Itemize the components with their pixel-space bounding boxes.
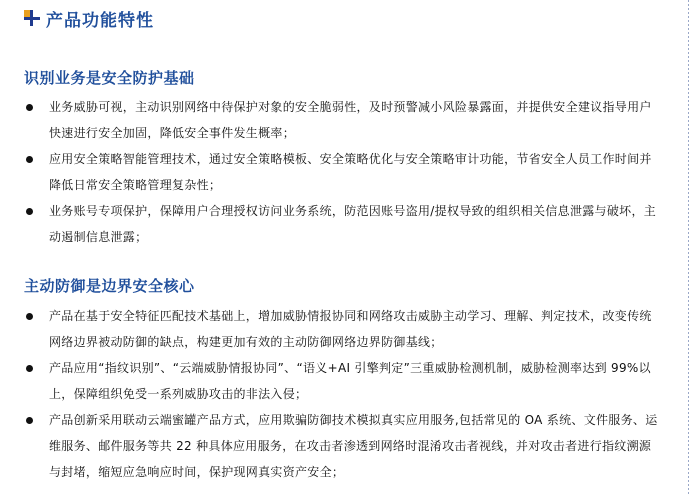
list-item [0, 146, 689, 198]
page-title: 产品功能特性 [46, 10, 154, 31]
section-heading-active-defense: 主动防御是边界安全核心 [24, 277, 195, 295]
list-item-text: 产品应用“指纹识别”、“云端威胁情报协同”、“语义+AI 引擎判定”三重威胁检测机制，威胁检测率达到 99%以上，保障组织免受一系列威胁攻击的非法入侵； [49, 361, 651, 401]
list-item [0, 355, 689, 407]
list-item-text: 产品在基于安全特征匹配技术基础上，增加威胁情报协同和网络攻击威胁主动学习、理解、判定技术，改变传统网络边界被动防御的缺点，构建更加有效的主动防御网络边界防御基线； [49, 309, 652, 349]
list-item [0, 407, 689, 485]
bullet-list-active-defense [0, 303, 689, 485]
list-item-text: 业务威胁可视，主动识别网络中待保护对象的安全脆弱性，及时预警减小风险暴露面，并提供安全建议指导用户快速进行安全加固，降低安全事件发生概率； [49, 100, 652, 140]
list-item [0, 94, 689, 146]
bullet-list-identify-business [0, 94, 689, 250]
list-item-text: 业务账号专项保护，保障用户合理授权访问业务系统，防范因账号盗用/提权导致的组织相关信息泄露与破坏，主动遏制信息泄露； [49, 204, 657, 244]
list-item-text: 应用安全策略智能管理技术，通过安全策略模板、安全策略优化与安全策略审计功能，节省安全人员工作时间并降低日常安全策略管理复杂性； [49, 152, 652, 192]
bullet-icon [26, 156, 33, 163]
bullet-icon [26, 417, 33, 424]
list-item-text: 产品创新采用联动云端蜜罐产品方式，应用欺骗防御技术模拟真实应用服务,包括常见的 OA 系统、文件服务、运维服务、邮件服务等共 22 种具体应用服务，在攻击者渗透到网络时混淆攻击者视线，并对攻击者进行指纹溯源与封堵，缩短应急响应时间，保护现网真实资产安全； [49, 413, 658, 479]
list-item [0, 303, 689, 355]
bullet-icon [26, 104, 33, 111]
bullet-icon [26, 208, 33, 215]
section-heading-identify-business: 识别业务是安全防护基础 [24, 69, 195, 87]
bullet-icon [26, 313, 33, 320]
bullet-icon [26, 365, 33, 372]
cross-marker-icon [24, 10, 40, 26]
list-item [0, 198, 689, 250]
page-header [24, 6, 154, 30]
